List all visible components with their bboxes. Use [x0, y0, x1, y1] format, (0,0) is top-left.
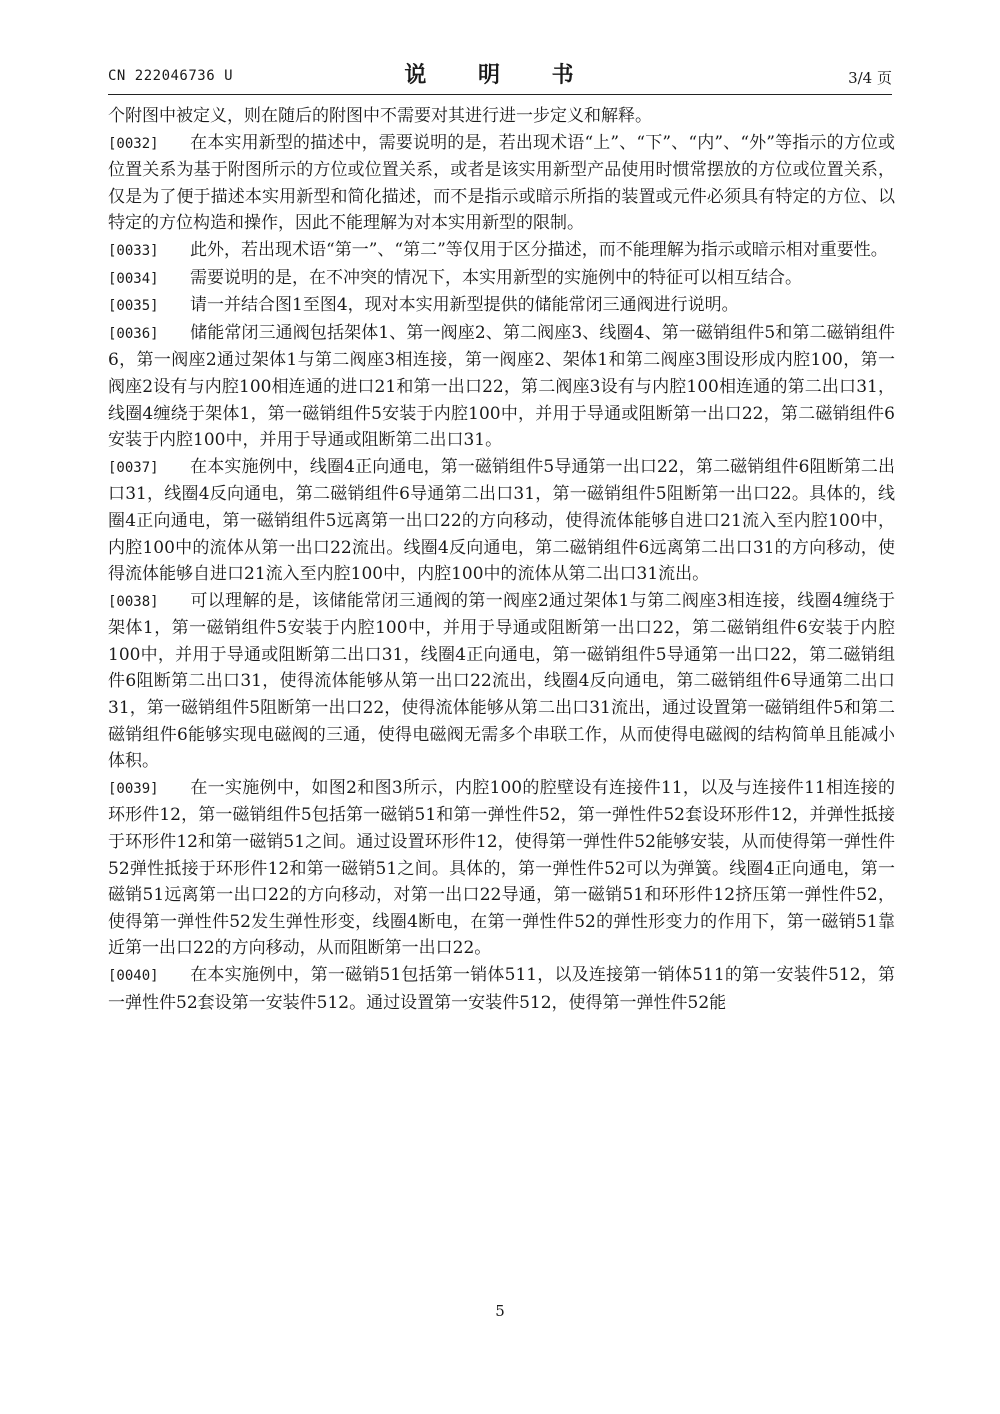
- paragraph-text: 需要说明的是，在不冲突的情况下，本实用新型的实施例中的特征可以相互结合。: [190, 267, 802, 288]
- paragraph-text: 在本实施例中，线圈4正向通电，第一磁销组件5导通第一出口22，第二磁销组件6阻断第二出口31，线圈4反向通电，第二磁销组件6导通第二出口31，第一磁销组件5阻断第一出口22。具体的，线圈4正向通电，第一磁销组件5远离第一出口22的方向移动，使得流体能够自进口21流入至内腔100中，内腔100中的流体从第一出口22流出。线圈4反向通电，第二磁销组件6远离第二出口31的方向移动，使得流体能够自进口21流入至内腔100中，内腔100中的流体从第二出口31流出。: [108, 456, 895, 585]
- paragraph-number: [0039]: [108, 780, 159, 797]
- paragraph: [108, 775, 895, 962]
- paragraph: [108, 130, 895, 237]
- paragraph: [108, 265, 895, 293]
- paragraph-number: [0033]: [108, 242, 159, 259]
- paragraph-text: 在本实施例中，第一磁销51包括第一销体511，以及连接第一销体511的第一安装件512，第一弹性件52套设第一安装件512。通过设置第一安装件512，使得第一弹性件52能: [108, 965, 895, 1013]
- publication-number: CN 222046736 U: [108, 68, 234, 84]
- paragraph-text: 请一并结合图1至图4，现对本实用新型提供的储能常闭三通阀进行说明。: [190, 295, 739, 316]
- paragraph: [108, 237, 895, 265]
- paragraph-number: [0032]: [108, 135, 159, 152]
- paragraph-number: [0037]: [108, 459, 159, 476]
- description-body: [108, 103, 895, 1016]
- paragraph-text: 可以理解的是，该储能常闭三通阀的第一阀座2通过架体1与第二阀座3相连接，线圈4缠绕于架体1，第一磁销组件5安装于内腔100中，并用于导通或阻断第一出口22，第二磁销组件6安装于内腔100中，并用于导通或阻断第二出口31，线圈4正向通电，第一磁销组件5导通第一出口22，第二磁销组件6阻断第二出口31，使得流体能够从第一出口22流出，线圈4反向通电，第二磁销组件6导通第二出口31，第一磁销组件5阻断第一出口22，使得流体能够从第二出口31流出，通过设置第一磁销组件5和第二磁销组件6能够实现电磁阀的三通，使得电磁阀无需多个串联工作，从而使得电磁阀的结构简单且能减小体积。: [108, 590, 895, 772]
- paragraph-text: 在一实施例中，如图2和图3所示，内腔100的腔壁设有连接件11，以及与连接件11相连接的环形件12，第一磁销组件5包括第一磁销51和第一弹性件52，第一弹性件52套设环形件12，并弹性抵接于环形件12和第一磁销51之间。通过设置环形件12，使得第一弹性件52能够安装，从而使得第一弹性件52弹性抵接于环形件12和第一磁销51之间。具体的，第一弹性件52可以为弹簧。线圈4正向通电，第一磁销51远离第一出口22的方向移动，对第一出口22导通，第一磁销51和环形件12挤压第一弹性件52，使得第一弹性件52发生弹性形变，线圈4断电，在第一弹性件52的弹性形变力的作用下，第一磁销51靠近第一出口22的方向移动，从而阻断第一出口22。: [108, 777, 895, 959]
- paragraph-text: 储能常闭三通阀包括架体1、第一阀座2、第二阀座3、线圈4、第一磁销组件5和第二磁销组件6，第一阀座2通过架体1与第二阀座3相连接，第一阀座2、架体1和第二阀座3围设形成内腔100，第一阀座2设有与内腔100相连通的进口21和第一出口22，第二阀座3设有与内腔100相连通的第二出口31，线圈4缠绕于架体1，第一磁销组件5安装于内腔100中，并用于导通或阻断第一出口22，第二磁销组件6安装于内腔100中，并用于导通或阻断第二出口31。: [108, 322, 895, 451]
- paragraph-number: [0040]: [108, 968, 159, 984]
- page-indicator: 3/4 页: [848, 69, 892, 87]
- paragraph: [108, 292, 895, 320]
- page-header: [108, 58, 892, 95]
- paragraph-text: 个附图中被定义，则在随后的附图中不需要对其进行进一步定义和解释。: [108, 106, 652, 126]
- paragraph-text: 此外，若出现术语“第一”、“第二”等仅用于区分描述，而不能理解为指示或暗示相对重要性。: [190, 239, 888, 260]
- paragraph-number: [0036]: [108, 325, 159, 342]
- paragraph-number: [0034]: [108, 270, 159, 287]
- paragraph: [108, 454, 895, 588]
- document-title: 说 明 书: [404, 63, 596, 88]
- paragraph-continuation: [108, 103, 895, 130]
- page-number: 5: [495, 1302, 505, 1320]
- paragraph: [108, 588, 895, 775]
- paragraph: [108, 320, 895, 454]
- paragraph: [108, 962, 895, 1016]
- paragraph-number: [0035]: [108, 298, 159, 315]
- page-footer: [0, 1302, 1000, 1320]
- paragraph-text: 在本实用新型的描述中，需要说明的是，若出现术语“上”、“下”、“内”、“外”等指示的方位或位置关系为基于附图所示的方位或位置关系，或者是该实用新型产品使用时惯常摆放的方位或位置关系，仅是为了便于描述本实用新型和简化描述，而不是指示或暗示所指的装置或元件必须具有特定的方位、以特定的方位构造和操作，因此不能理解为对本实用新型的限制。: [108, 132, 895, 234]
- paragraph-number: [0038]: [108, 593, 159, 610]
